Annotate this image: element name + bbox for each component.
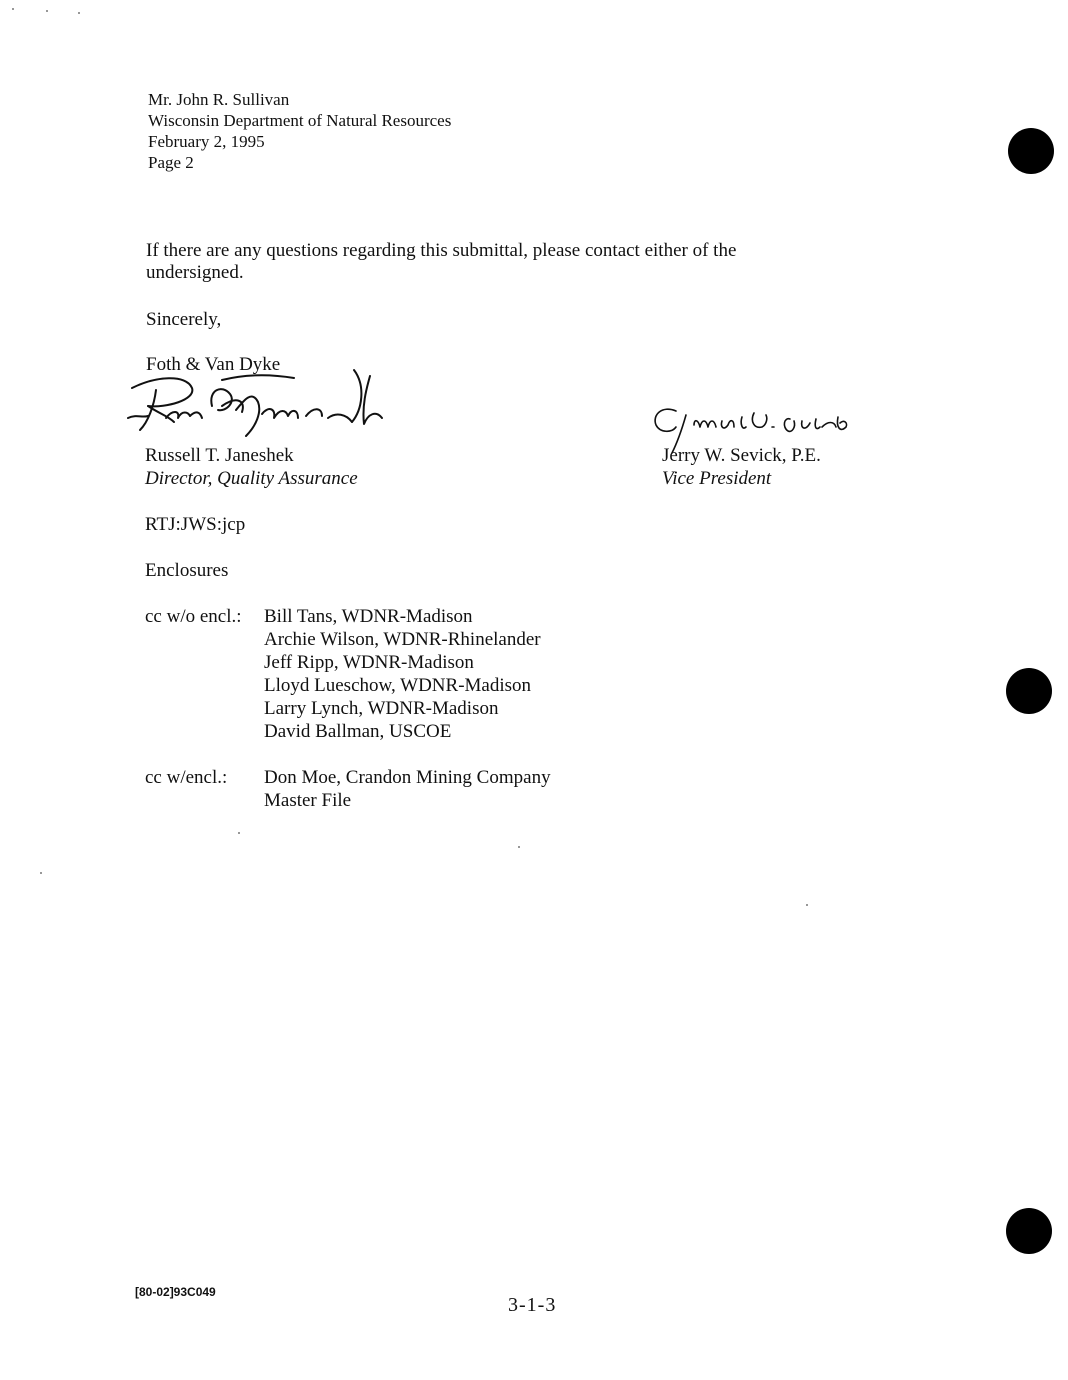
scan-speck xyxy=(518,846,520,848)
closing: Sincerely, xyxy=(146,309,222,330)
scan-speck xyxy=(806,904,808,906)
signer1-name: Russell T. Janeshek xyxy=(145,445,294,466)
page-label: Page 2 xyxy=(148,153,194,172)
body-line-1: If there are any questions regarding this submittal, please contact either of the xyxy=(146,240,737,261)
scan-speck xyxy=(78,12,80,14)
scan-speck xyxy=(40,872,42,874)
signature-janeshek xyxy=(126,366,386,446)
document-code: [80-02]93C049 xyxy=(135,1285,216,1299)
cc-recipient: Lloyd Lueschow, WDNR-Madison xyxy=(264,675,532,696)
enclosures: Enclosures xyxy=(145,560,229,581)
signer2-name: Jerry W. Sevick, P.E. xyxy=(662,445,821,466)
cc-recipient: Bill Tans, WDNR-Madison xyxy=(264,606,473,627)
initials: RTJ:JWS:jcp xyxy=(145,514,246,535)
cc-recipient: David Ballman, USCOE xyxy=(264,721,452,742)
recipient-organization: Wisconsin Department of Natural Resources xyxy=(148,111,452,130)
body-line-2: undersigned. xyxy=(146,262,244,283)
scan-speck xyxy=(12,8,14,10)
cc-recipient: Larry Lynch, WDNR-Madison xyxy=(264,698,499,719)
company-name: Foth & Van Dyke xyxy=(146,354,281,375)
cc-recipient: Archie Wilson, WDNR-Rhinelander xyxy=(264,629,541,650)
cc-without-label: cc w/o encl.: xyxy=(145,606,242,627)
cc-recipient: Jeff Ripp, WDNR-Madison xyxy=(264,652,474,673)
punch-hole-top xyxy=(1008,128,1054,174)
scan-speck xyxy=(46,10,48,12)
punch-hole-bottom xyxy=(1006,1208,1052,1254)
signer1-title: Director, Quality Assurance xyxy=(145,468,358,489)
letter-date: February 2, 1995 xyxy=(148,132,265,151)
cc-recipient: Don Moe, Crandon Mining Company xyxy=(264,767,551,788)
recipient-name: Mr. John R. Sullivan xyxy=(148,90,290,109)
cc-recipient: Master File xyxy=(264,790,352,811)
page-number: 3-1-3 xyxy=(508,1294,557,1316)
scan-speck xyxy=(238,832,240,834)
signer2-title: Vice President xyxy=(662,468,772,489)
punch-hole-middle xyxy=(1006,668,1052,714)
cc-with-label: cc w/encl.: xyxy=(145,767,228,788)
